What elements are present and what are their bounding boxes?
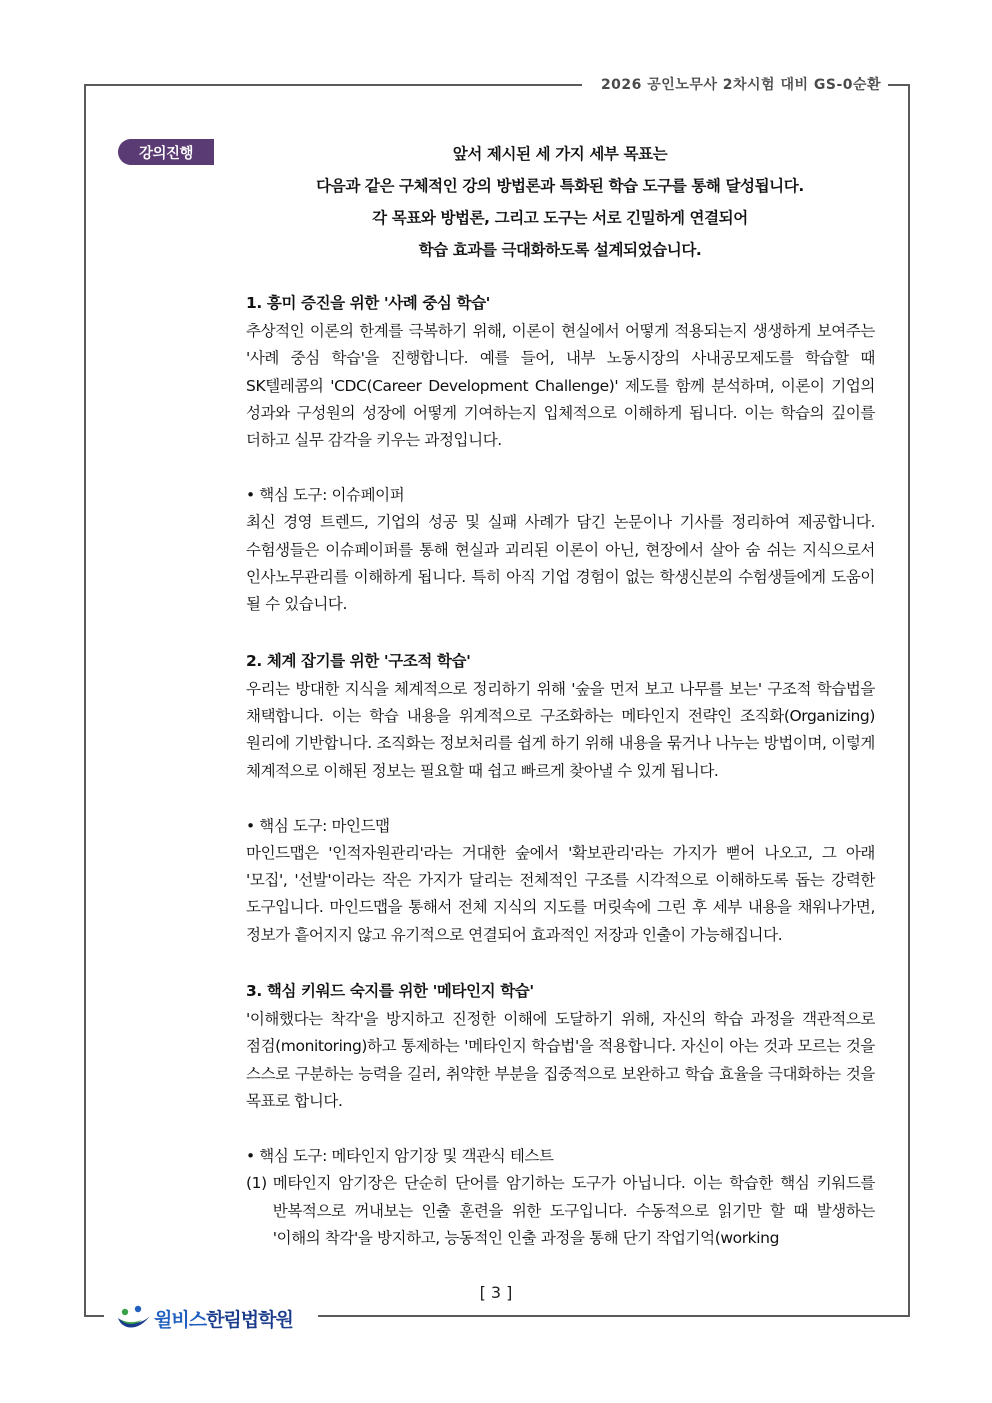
intro-line: 학습 효과를 극대화하도록 설계되었습니다. bbox=[418, 241, 702, 259]
section-tool-body-2: 마인드맵은 '인적자원관리'라는 거대한 숲에서 '확보관리'라는 가지가 뻗어 나오고, 그 아래 '모집', '선발'이라는 작은 가지가 달리는 전체적인 구조를 시각적으로 이해하도록 돕는 강력한 도구입니다. 마인드맵을 통해서 전체 지식의 지도를 머릿속에 그린 후 세부 내용을 채워나가면, 정보가 흩어지지 않고 유기적으로 연결되어 효과적인 저장과 인출이 가능해집니다. bbox=[246, 843, 875, 944]
section-heading-3: 3. 핵심 키워드 숙지를 위한 '메타인지 학습' bbox=[246, 982, 534, 1001]
numbered-item bbox=[246, 1170, 875, 1252]
frame-left-line bbox=[84, 84, 86, 1315]
frame-bottom-right-line bbox=[318, 1315, 910, 1317]
section-body-3: '이해했다는 착각'을 방지하고 진정한 이해에 도달하기 위해, 자신의 학습 과정을 객관적으로 점검(monitoring)하고 통제하는 '메타인지 학습법'을 적용합니다. 자신이 아는 것과 모르는 것을 스스로 구분하는 능력을 길러, 취약한 부분을 집중적으로 보완하고 학습 효율을 극대화하는 것을 목표로 합니다. bbox=[246, 1010, 875, 1110]
section-tool-body-1: 최신 경영 트렌드, 기업의 성공 및 실패 사례가 담긴 논문이나 기사를 정리하여 제공합니다. 수험생들은 이슈페이퍼를 통해 현실과 괴리된 이론이 아닌, 현장에서 살아 숨 쉬는 지식으로서 인사노무관리를 이해하게 됩니다. 특히 아직 기업 경험이 없는 학생신분의 수험생들에게 도움이 될 수 있습니다. bbox=[246, 513, 875, 614]
intro-line: 앞서 제시된 세 가지 세부 목표는 bbox=[452, 145, 668, 163]
frame-right-line bbox=[908, 84, 910, 1315]
logo-brand-a: 윌비스 bbox=[154, 1308, 207, 1331]
page-number: [ 3 ] bbox=[479, 1283, 513, 1302]
frame-bottom-left-line bbox=[84, 1315, 104, 1317]
section-tool-label-1: • 핵심 도구: 이슈페이퍼 bbox=[246, 486, 405, 505]
intro-line: 각 목표와 방법론, 그리고 도구는 서로 긴밀하게 연결되어 bbox=[372, 209, 748, 227]
willbes-swirl-icon bbox=[116, 1304, 152, 1332]
section-badge: 강의진행 bbox=[118, 139, 214, 165]
running-header: 2026 공인노무사 2차시험 대비 GS-0순환 bbox=[600, 77, 882, 93]
section-body-2: 우리는 방대한 지식을 체계적으로 정리하기 위해 '숲을 먼저 보고 나무를 보는' 구조적 학습법을 채택합니다. 이는 학습 내용을 위계적으로 구조화하는 메타인지 전략인 조직화(Organizing) 원리에 기반합니다. 조직화는 정보처리를 쉽게 하기 위해 내용을 묶거나 나누는 방법이며, 이렇게 체계적으로 이해된 정보는 필요할 때 쉽고 빠르게 찾아낼 수 있게 됩니다. bbox=[246, 679, 875, 780]
intro-block bbox=[240, 138, 880, 266]
main-content bbox=[246, 288, 875, 1252]
frame-top-line bbox=[84, 84, 582, 86]
logo-brand-b: 한림법학원 bbox=[206, 1308, 293, 1331]
section-heading-1: 1. 흥미 증진을 위한 '사례 중심 학습' bbox=[246, 294, 490, 312]
section-tool-label-3: • 핵심 도구: 메타인지 암기장 및 객관식 테스트 bbox=[246, 1147, 554, 1166]
section-heading-2: 2. 체계 잡기를 위한 '구조적 학습' bbox=[246, 651, 471, 670]
item-body: 메타인지 암기장은 단순히 단어를 암기하는 도구가 아닙니다. 이는 학습한 핵심 키워드를 반복적으로 꺼내보는 인출 훈련을 위한 도구입니다. 수동적으로 읽기만 할 때 발생하는 '이해의 착각'을 방지하고, 능동적인 인출 과정을 통해 단기 작업기억(working bbox=[272, 1174, 875, 1247]
item-number: (1) bbox=[246, 1174, 267, 1193]
intro-line: 다음과 같은 구체적인 강의 방법론과 특화된 학습 도구를 통해 달성됩니다. bbox=[316, 177, 804, 195]
logo-wordmark bbox=[154, 1305, 293, 1332]
section-body-1: 추상적인 이론의 한계를 극복하기 위해, 이론이 현실에서 어떻게 적용되는지 생생하게 보여주는 '사례 중심 학습'을 진행합니다. 예를 들어, 내부 노동시장의 사내공모제도를 학습할 때 SK텔레콤의 'CDC(Career Development Challenge)' 제도를 함께 분석하며, 이론이 기업의 성과와 구성원의 성장에 어떻게 기여하는지 입체적으로 이해하게 됩니다. 이는 학습의 깊이를 더하고 실무 감각을 키우는 과정입니다. bbox=[246, 322, 875, 450]
section-tool-label-2: • 핵심 도구: 마인드맵 bbox=[246, 816, 390, 835]
frame-top-right-line bbox=[888, 84, 910, 86]
publisher-logo bbox=[116, 1303, 293, 1333]
